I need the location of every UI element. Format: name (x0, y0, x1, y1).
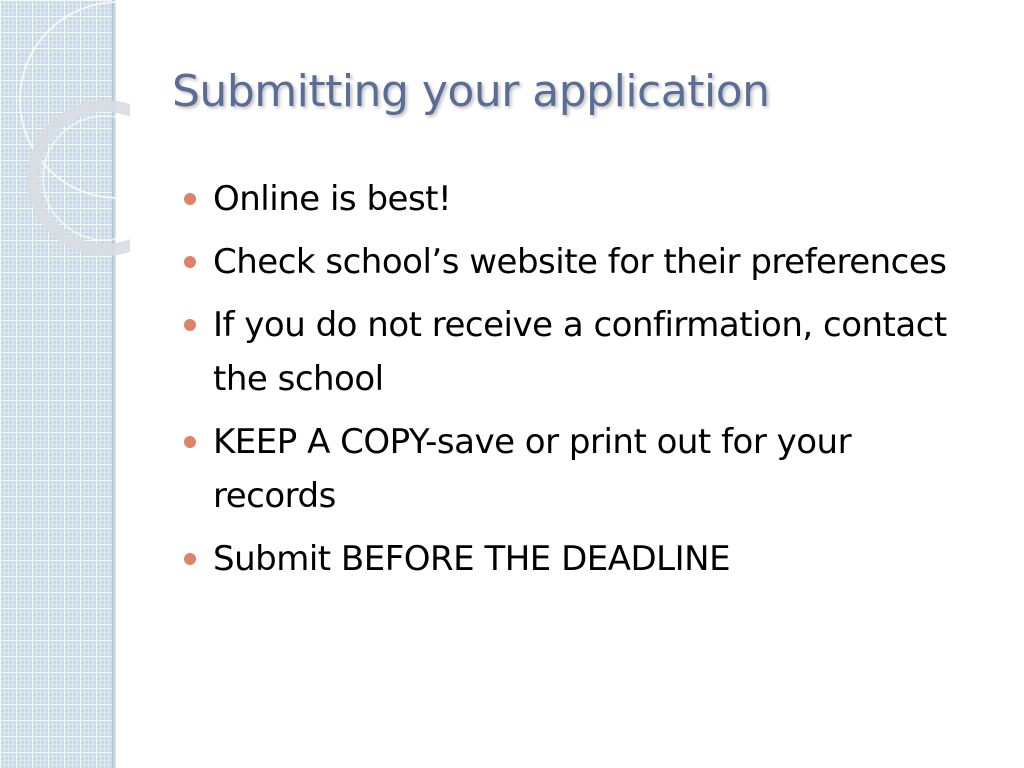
bullet-item (184, 415, 984, 523)
bullet-text: If you do not receive a confirmation, contact the school (213, 305, 947, 399)
bullet-item (184, 298, 984, 406)
circle-bullet-icon (184, 553, 196, 565)
circle-bullet-icon (184, 256, 196, 268)
circle-bullet-icon (184, 319, 196, 331)
bullet-text: Check school’s website for their preferences (213, 242, 947, 282)
medium-ring (33, 106, 130, 250)
bullet-item (184, 172, 984, 226)
bullet-text: KEEP A COPY-save or print out for your records (213, 422, 852, 516)
bullet-list (184, 172, 984, 595)
ring-decoration-icon (0, 0, 130, 260)
medium-ring-highlight (43, 116, 130, 240)
bullet-item (184, 235, 984, 289)
slide-title: Submitting your application (172, 66, 770, 117)
bullet-text: Submit BEFORE THE DEADLINE (213, 539, 731, 579)
circle-bullet-icon (184, 436, 196, 448)
bullet-text: Online is best! (213, 179, 452, 219)
bullet-item (184, 532, 984, 586)
circle-bullet-icon (184, 193, 196, 205)
